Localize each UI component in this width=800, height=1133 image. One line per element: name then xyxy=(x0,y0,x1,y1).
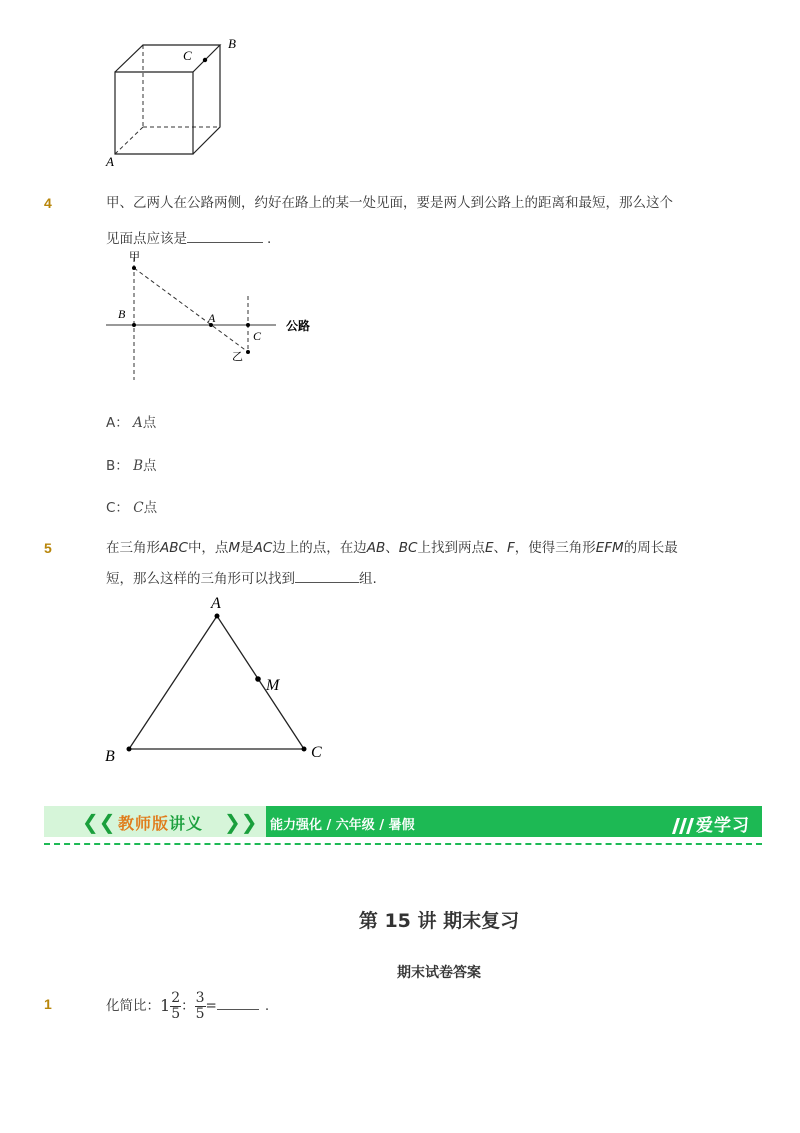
triangle-figure xyxy=(100,590,340,770)
option-b-key: B： xyxy=(106,458,129,474)
cube-point-c xyxy=(203,58,207,62)
q5-text: 、 xyxy=(493,540,507,556)
triangle-label-m: M xyxy=(266,677,280,694)
point-c xyxy=(246,323,250,327)
banner-breadcrumb: 能力强化 / 六年级 / 暑假 xyxy=(270,818,415,833)
q5-text: 是 xyxy=(240,540,254,556)
ratio-sep: ： xyxy=(181,998,195,1014)
question-1-line xyxy=(106,990,269,1022)
q5-text: 在三角形 xyxy=(106,540,160,556)
answer-blank[interactable] xyxy=(217,995,259,1010)
option-b-suffix: 点 xyxy=(142,458,157,474)
question-5-line2-end: 组. xyxy=(359,571,377,587)
q5-var: EFM xyxy=(595,540,624,556)
q5-text: ，使得三角形 xyxy=(514,540,596,556)
q5-var: ABC xyxy=(160,540,188,556)
question-5-line2 xyxy=(106,568,377,589)
banner-title-part: 讲义 xyxy=(169,814,204,833)
fraction-numerator: 2 xyxy=(171,989,181,1006)
question-4-line2-end: . xyxy=(267,231,272,247)
question-4-number: 4 xyxy=(44,195,52,211)
banner-divider xyxy=(44,843,762,845)
mixed-whole: 1 xyxy=(160,996,171,1015)
vertex-c xyxy=(302,747,307,752)
q5-text: 中，点 xyxy=(187,540,229,556)
option-b[interactable] xyxy=(106,454,156,474)
question-4-line1: 甲、乙两人在公路两侧，约好在路上的某一处见面，要是两人到公路上的距离和最短，那么这个 xyxy=(106,195,673,211)
q5-var: F xyxy=(507,540,515,556)
double-chevron-right-icon: ❯❯ xyxy=(224,810,258,834)
fraction-numerator: 3 xyxy=(195,989,205,1006)
answer-blank[interactable] xyxy=(187,228,263,243)
q5-text: 、 xyxy=(385,540,399,556)
vertex-a xyxy=(215,614,220,619)
option-a-suffix: 点 xyxy=(142,415,157,431)
cube-front-face xyxy=(115,72,193,154)
question-5-line1 xyxy=(106,538,678,558)
answer-blank[interactable] xyxy=(295,568,359,583)
brand-logo-icon xyxy=(670,816,696,836)
double-chevron-left-icon: ❮❮ xyxy=(82,810,116,834)
option-b-letter: B xyxy=(133,458,143,474)
cube-label-c: C xyxy=(183,48,192,63)
q5-text: 上找到两点 xyxy=(417,540,485,556)
triangle-label-c: C xyxy=(311,744,322,761)
label-a: A xyxy=(208,311,216,325)
option-a[interactable] xyxy=(106,411,156,431)
road-figure xyxy=(100,248,340,384)
cube-label-a: A xyxy=(106,154,114,169)
label-road: 公路 xyxy=(286,319,311,333)
equals-sign: = xyxy=(205,998,217,1014)
fraction-2 xyxy=(195,991,206,1022)
question-5-number: 5 xyxy=(44,540,52,556)
label-b: B xyxy=(118,307,126,321)
triangle-label-b: B xyxy=(105,748,115,765)
q5-var: E xyxy=(484,540,494,556)
q5-var: M xyxy=(228,540,241,556)
banner-title-part: 教师版 xyxy=(118,814,170,833)
q5-text: 边上的点，在边 xyxy=(272,540,367,556)
label-yi: 乙 xyxy=(232,350,243,363)
section-banner xyxy=(44,806,762,837)
fraction-denominator: 5 xyxy=(195,1005,205,1022)
q5-var: BC xyxy=(398,540,418,556)
banner-title xyxy=(118,811,203,834)
question-1-prefix: 化简比： xyxy=(106,998,160,1014)
triangle-label-a: A xyxy=(211,595,221,612)
brand-name: 爱学习 xyxy=(696,816,750,836)
q5-var: AC xyxy=(253,540,273,556)
lecture-title: 第 15 讲 期末复习 xyxy=(358,910,520,932)
point-b xyxy=(132,323,136,327)
question-4-line2 xyxy=(106,228,271,249)
option-c-suffix: 点 xyxy=(143,500,158,516)
point-m xyxy=(255,676,261,682)
point-yi xyxy=(246,350,250,354)
option-a-letter: A xyxy=(133,415,143,431)
option-c[interactable] xyxy=(106,496,157,516)
cube-figure xyxy=(100,36,250,170)
fraction-denominator: 5 xyxy=(171,1005,181,1022)
brand-logo xyxy=(670,811,750,836)
cube-label-b: B xyxy=(228,36,236,51)
q5-text: 的周长最 xyxy=(623,540,678,556)
option-a-key: A： xyxy=(106,415,129,431)
question-4-line2-text: 见面点应该是 xyxy=(106,231,187,247)
label-c: C xyxy=(253,329,262,343)
fraction-1 xyxy=(170,991,181,1022)
section-subtitle: 期末试卷答案 xyxy=(397,965,481,981)
option-c-key: C： xyxy=(106,500,129,516)
question-5-line2-text: 短，那么这样的三角形可以找到 xyxy=(106,571,295,587)
question-1-number: 1 xyxy=(44,996,52,1012)
connecting-line xyxy=(134,268,248,352)
label-jia: 甲 xyxy=(129,250,140,263)
point-jia xyxy=(132,266,136,270)
q5-var: AB xyxy=(366,540,386,556)
cube-hidden-edge xyxy=(115,127,143,154)
option-c-letter: C xyxy=(133,500,144,516)
vertex-b xyxy=(127,747,132,752)
question-1-end: . xyxy=(264,998,270,1014)
